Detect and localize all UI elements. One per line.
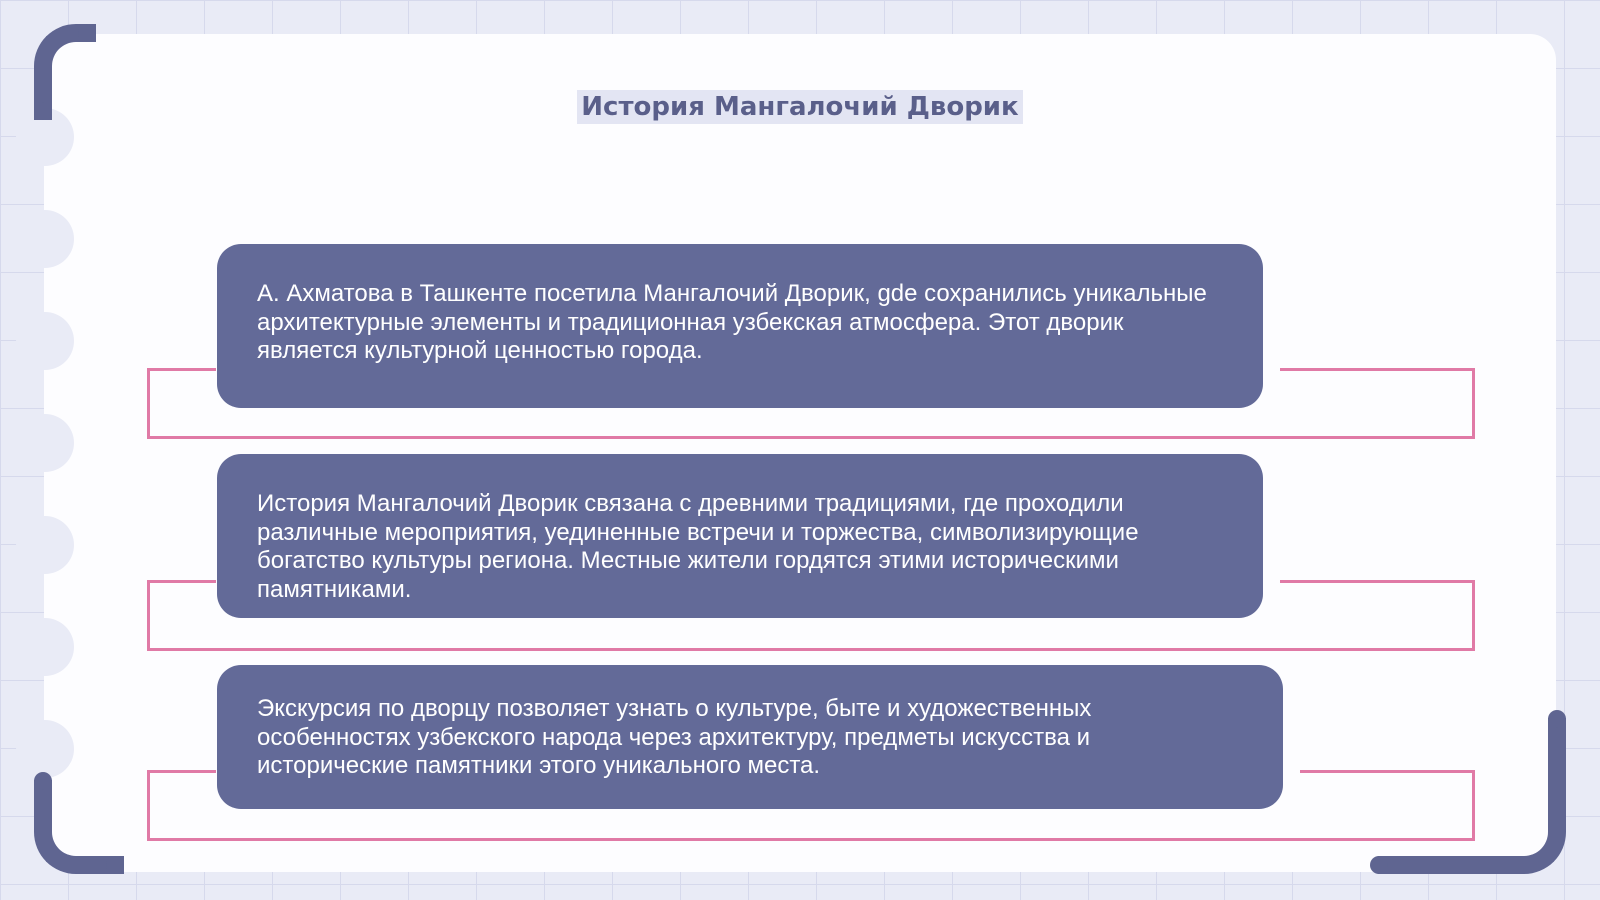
bracket-cap (78, 24, 96, 42)
punch-hole (16, 720, 74, 778)
card-text: История Мангалочий Дворик связана с древними традициями, где проходили различные мероприятия, уединенные встречи и торжества, символизирующие богатство культуры региона. Местные жители гордятся этими историческими памятниками. (257, 490, 1139, 603)
punch-hole (16, 516, 74, 574)
content-card (217, 665, 1283, 809)
card-text: Экскурсия по дворцу позволяет узнать о культуре, быте и художественных особенностях узбекского народа через архитектуру, предметы искусства и исторические памятники этого уникального места. (257, 695, 1092, 779)
card-text: А. Ахматова в Ташкенте посетила Мангалочий Дворик, gde сохранились уникальные архитектурные элементы и традиционная узбекская атмосфера. Этот дворик является культурной ценностью города. (257, 280, 1207, 364)
content-card (217, 454, 1263, 618)
content-card (217, 244, 1263, 408)
punch-hole (16, 210, 74, 268)
bracket-cap (34, 772, 52, 790)
punch-hole (16, 618, 74, 676)
slide-title: История Мангалочий Дворик (0, 92, 1600, 122)
bracket-cap (1548, 710, 1566, 728)
bracket-cap (1370, 856, 1388, 874)
bracket-cap (106, 856, 124, 874)
punch-hole (16, 414, 74, 472)
punch-hole (16, 312, 74, 370)
